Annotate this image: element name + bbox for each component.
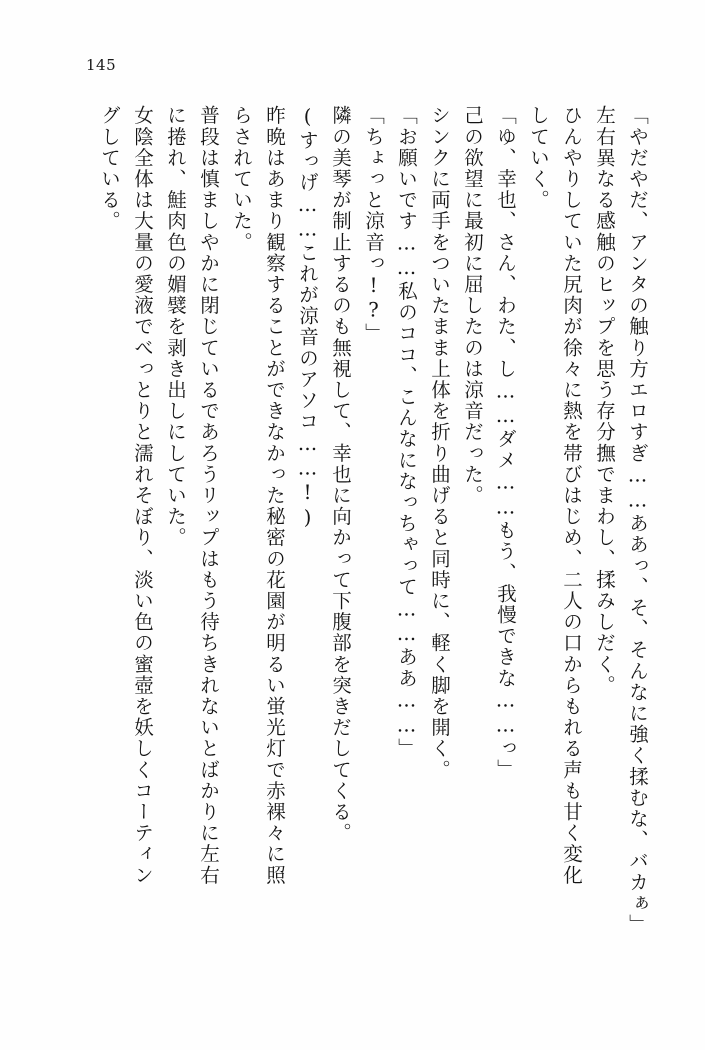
vertical-text-body xyxy=(60,105,647,985)
page-number: 145 xyxy=(86,56,117,74)
text-line: 左右異なる感触のヒップを思う存分撫でまわし、揉みしだく。 xyxy=(593,105,616,696)
text-line: (すっげ……これが涼音のアソコ……!) xyxy=(296,105,319,531)
text-line: 「お願いです……私のココ、こんなになっちゃって……ああ……」 xyxy=(395,105,418,759)
text-line: 普段は慎ましやかに閉じているであろうリップはもう待ちきれないとばかりに左右 xyxy=(197,105,220,886)
text-line: に捲れ、鮭肉色の媚襞を剥き出しにしていた。 xyxy=(164,105,187,549)
text-line: 隣の美琴が制止するのも無視して、幸也に向かって下腹部を突きだしてくる。 xyxy=(329,105,352,844)
text-line: ひんやりしていた尻肉が徐々に熱を帯びはじめ、二人の口からもれる声も甘く変化 xyxy=(560,105,583,886)
text-line: シンクに両手をついたまま上体を折り曲げると同時に、軽く脚を開く。 xyxy=(428,105,451,781)
text-line: 昨晩はあまり観察することができなかった秘密の花園が明るい蛍光灯で赤裸々に照 xyxy=(263,105,286,886)
text-line: 「ちょっと涼音っ!?」 xyxy=(362,105,385,345)
text-line: 女陰全体は大量の愛液でべっとりと濡れそぼり、淡い色の蜜壺を妖しくコーティン xyxy=(131,105,154,886)
text-line: していく。 xyxy=(527,105,550,211)
text-line: らされていた。 xyxy=(230,105,253,253)
text-line: 「やだやだ、アンタの触り方エロすぎ……ああっ、そ、そんなに強く揉むな、バカぁ」 xyxy=(626,105,649,935)
text-line: グしている。 xyxy=(98,105,121,232)
text-line: 「ゆ、幸也、さん、わた、し……ダメ……もう、我慢できな……っ」 xyxy=(494,105,517,781)
text-line: 己の欲望に最初に屈したのは涼音だった。 xyxy=(461,105,484,506)
